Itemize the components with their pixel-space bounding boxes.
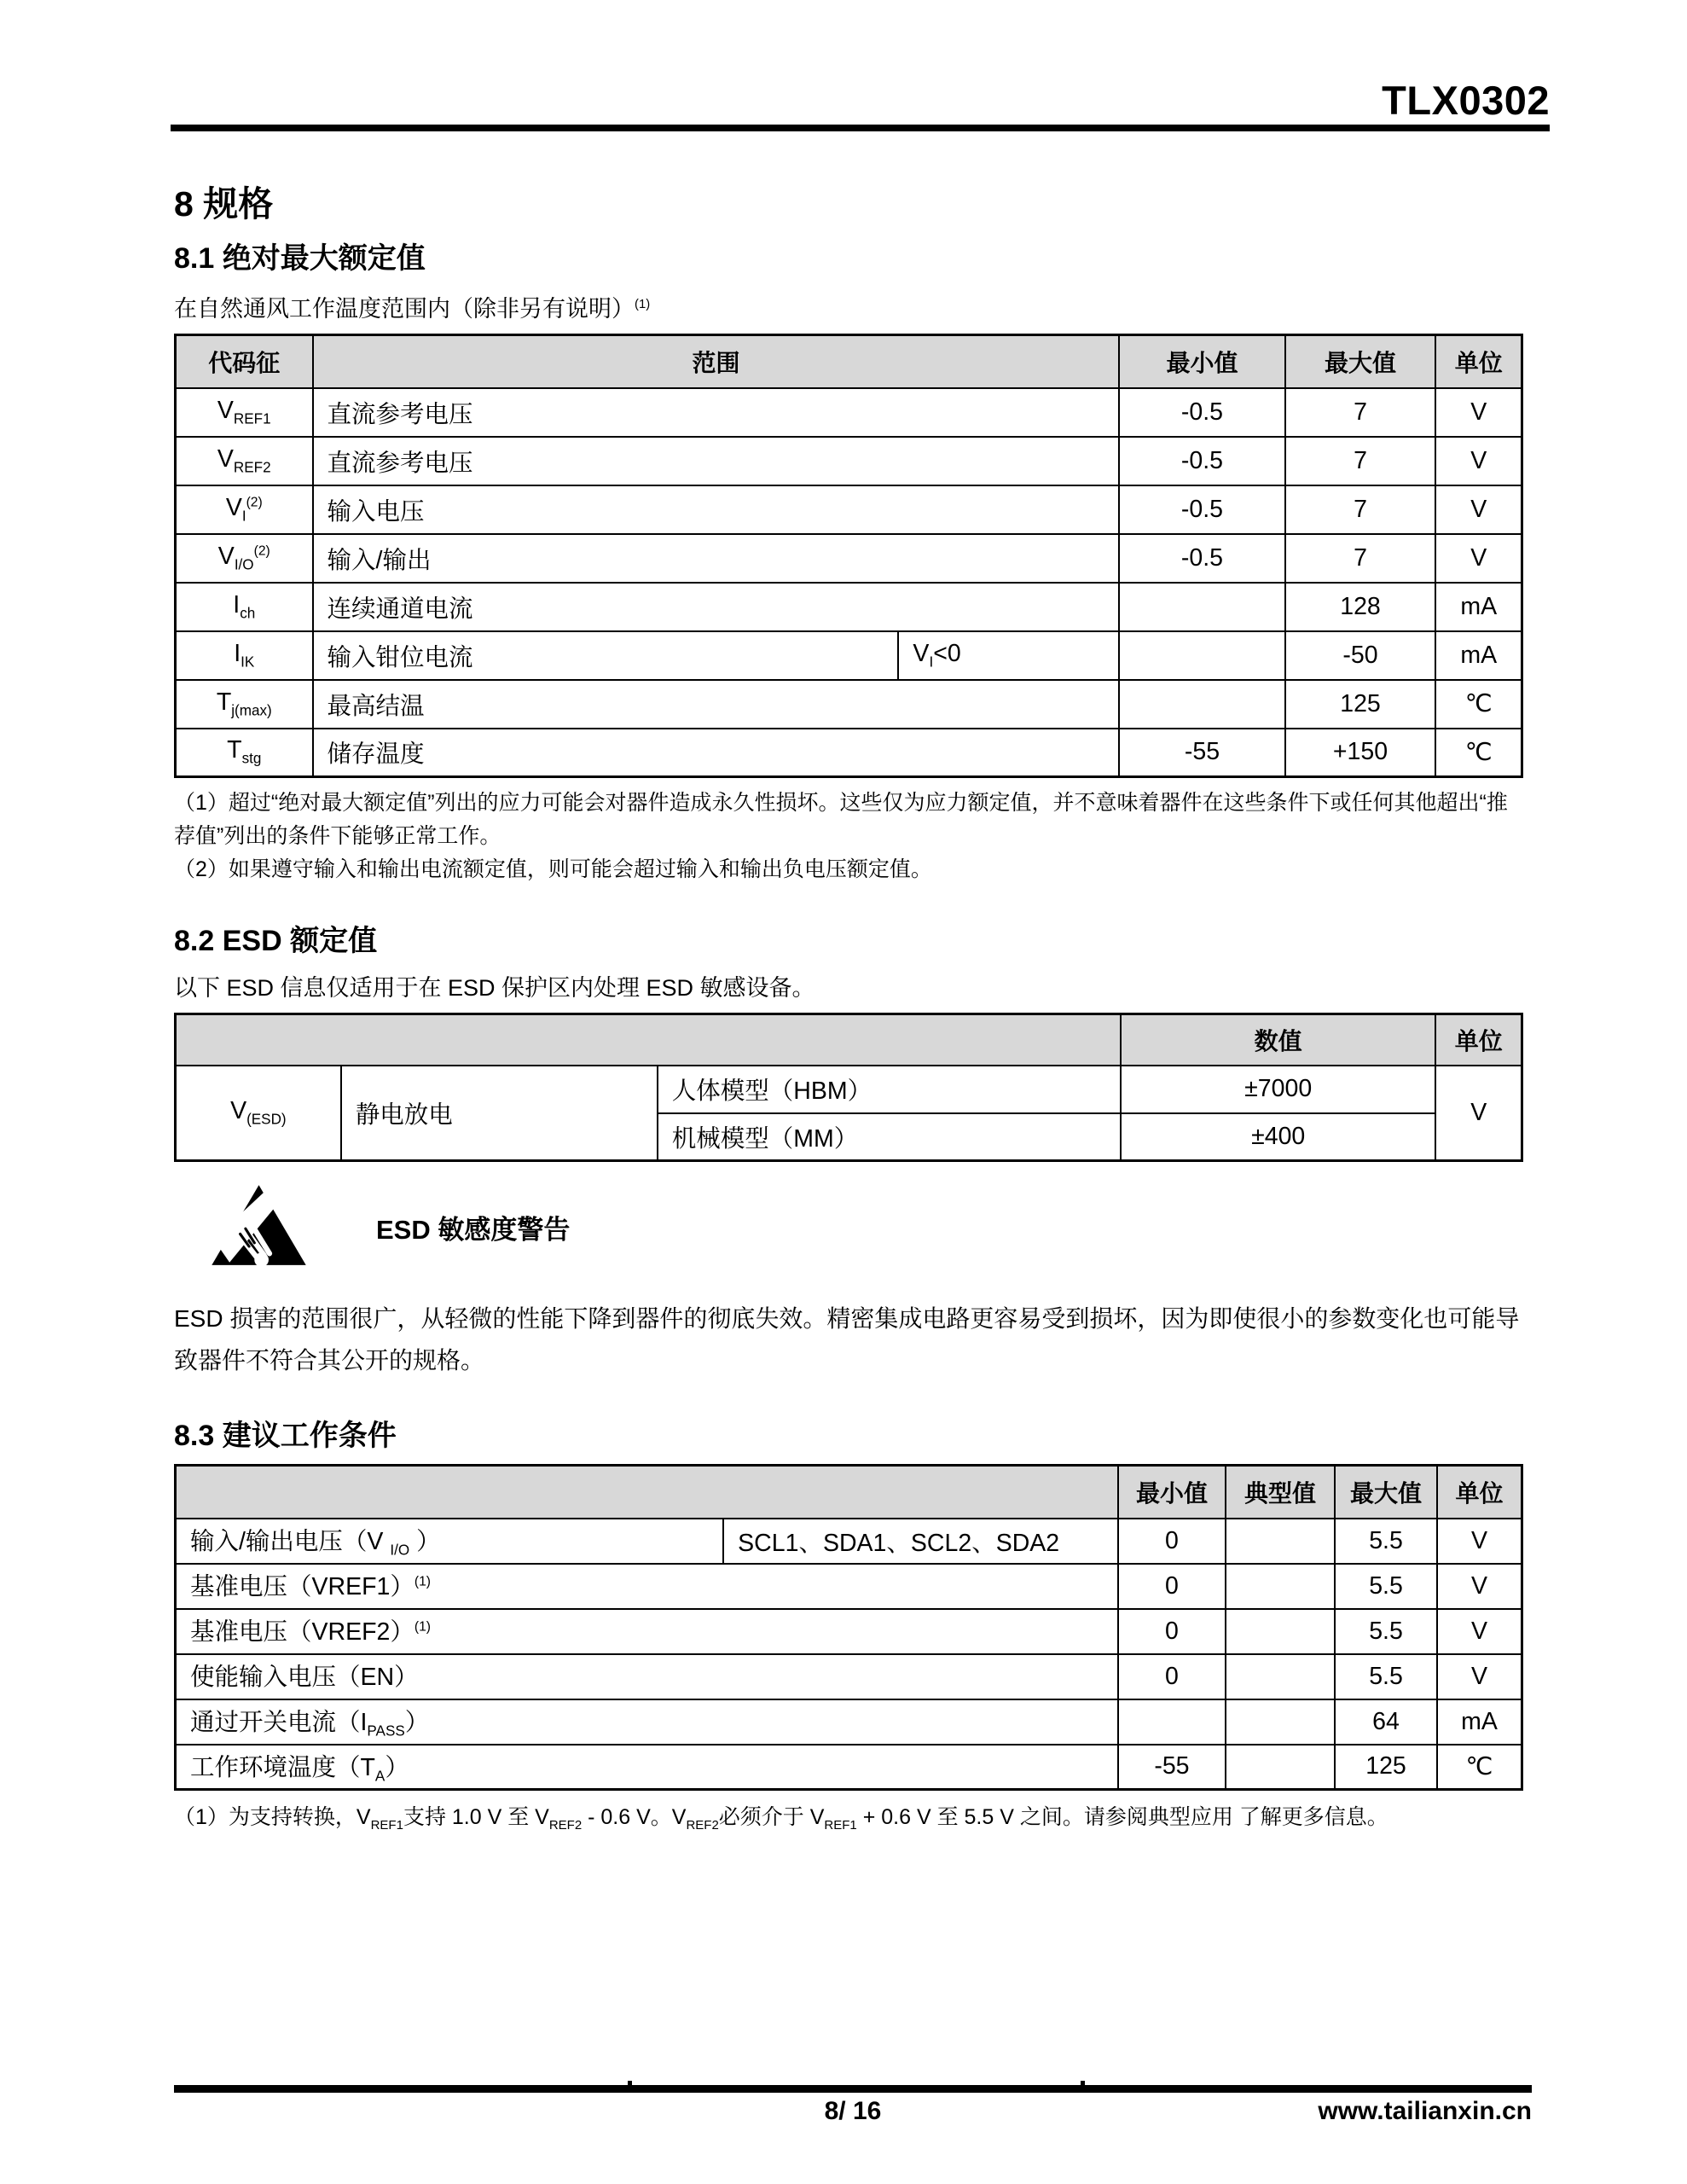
table-row [176, 680, 1522, 729]
typ-cell [1226, 1699, 1335, 1745]
range-cell: 输入/输出 [313, 534, 1120, 583]
symbol-cell: $T_{stg}$ [176, 729, 313, 777]
range-cell: 储存温度 [313, 729, 1120, 777]
symbol-cell: $V_{I/O}^{(2)}$ [176, 534, 313, 583]
unit-cell: V [1437, 1519, 1522, 1564]
min-cell: -0.5 [1119, 437, 1284, 485]
min-cell [1118, 1699, 1226, 1745]
range-cell: 输入电压 [313, 485, 1120, 534]
max-cell: 7 [1285, 437, 1436, 485]
range-cell: 输入钳位电流 [313, 631, 899, 680]
footer-rule-joint [628, 2081, 632, 2093]
table-header-row [176, 1466, 1522, 1519]
table-row [176, 583, 1522, 631]
table-row [176, 729, 1522, 777]
footnote-1: （1）超过“绝对最大额定值”列出的应力可能会对器件造成永久性损坏。这些仅为应力额定值，并不意味着器件在这些条件下或任何其他超出“推荐值”列出的条件下能够正常工作。 [174, 791, 1508, 848]
symbol-cell: $I_{ch}$ [176, 583, 313, 631]
column-header-unit: 单位 [1435, 335, 1522, 388]
header-rule [171, 125, 1550, 131]
unit-cell: V [1435, 437, 1522, 485]
max-cell: 7 [1285, 485, 1436, 534]
parameter-cell: 基准电压（VREF1）$^{(1)}$ [176, 1564, 1118, 1609]
min-cell: -0.5 [1119, 485, 1284, 534]
parameter-cell: 输入/输出电压（V $_{I/O}$ ） [176, 1519, 724, 1564]
symbol-cell: $V_{REF1}$ [176, 388, 313, 437]
roc-footnote: （1）为支持转换，$V_{REF1}$支持 1.0 V 至 $V_{REF2} - 0.6$ V。$V_{REF2}$必须介于 $V_{REF1} + 0.6$ V 至 5.5 V 之间。请参阅典型应用 了解更多信息。 [174, 1805, 1388, 1833]
abs-max-note [174, 290, 1523, 323]
name-cell: 静电放电 [341, 1066, 658, 1161]
symbol-cell: $I_{IK}$ [176, 631, 313, 680]
esd-ratings-table [174, 1013, 1523, 1162]
table-row [176, 1066, 1522, 1113]
min-cell: 0 [1118, 1564, 1226, 1609]
typ-cell [1226, 1564, 1335, 1609]
section-8-1-heading: 8.1 绝对最大额定值 [174, 242, 426, 275]
table-row [176, 1564, 1522, 1609]
min-cell: 0 [1118, 1519, 1226, 1564]
min-cell: 0 [1118, 1609, 1226, 1654]
value-cell: ±7000 [1121, 1066, 1435, 1113]
page-content [174, 159, 1523, 1842]
typ-cell [1226, 1745, 1335, 1790]
unit-cell: V [1437, 1564, 1522, 1609]
max-cell: 5.5 [1335, 1609, 1437, 1654]
max-cell: 125 [1335, 1745, 1437, 1790]
recommended-operating-conditions-table [174, 1464, 1523, 1791]
symbol-cell: $V_I^{(2)}$ [176, 485, 313, 534]
model-cell: 人体模型（HBM） [658, 1066, 1121, 1113]
footer-website: www.tailianxin.cn [1318, 2097, 1532, 2125]
min-cell: -55 [1118, 1745, 1226, 1790]
symbol-cell: $V_{REF2}$ [176, 437, 313, 485]
column-header-unit: 单位 [1437, 1466, 1522, 1519]
max-cell: 5.5 [1335, 1654, 1437, 1699]
column-header-min: 最小值 [1118, 1466, 1226, 1519]
unit-cell: ℃ [1435, 729, 1522, 777]
unit-cell: mA [1435, 583, 1522, 631]
max-cell: -50 [1285, 631, 1436, 680]
max-cell: 7 [1285, 534, 1436, 583]
column-header-max: 最大值 [1285, 335, 1436, 388]
footnote-2: （2）如果遵守输入和输出电流额定值，则可能会超过输入和输出负电压额定值。 [174, 857, 932, 881]
max-cell: 5.5 [1335, 1519, 1437, 1564]
table-row [176, 1519, 1522, 1564]
table-row [176, 1654, 1522, 1699]
condition-cell: SCL1、SDA1、SCL2、SDA2 [723, 1519, 1118, 1564]
unit-cell: mA [1435, 631, 1522, 680]
column-header-blank [176, 1466, 1118, 1519]
table-row [176, 437, 1522, 485]
abs-max-note-text: 在自然通风工作温度范围内（除非另有说明） [174, 296, 635, 322]
esd-warning-icon [210, 1182, 308, 1272]
typ-cell [1226, 1654, 1335, 1699]
column-header-min: 最小值 [1119, 335, 1284, 388]
table-header-row [176, 1014, 1522, 1066]
esd-warning-label: ESD 敏感度警告 [376, 1215, 571, 1245]
parameter-cell: 通过开关电流$(I_{PASS})$ [176, 1699, 1118, 1745]
min-cell: 0 [1118, 1654, 1226, 1699]
unit-cell: V [1437, 1609, 1522, 1654]
footer-rule [174, 2085, 1532, 2093]
column-header-blank [176, 1014, 1121, 1066]
unit-cell: V [1435, 388, 1522, 437]
footer-rule-joint [1081, 2081, 1085, 2093]
column-header-symbol: 代码征 [176, 335, 313, 388]
max-cell: 128 [1285, 583, 1436, 631]
max-cell: 64 [1335, 1699, 1437, 1745]
column-header-unit: 单位 [1435, 1014, 1522, 1066]
typ-cell [1226, 1609, 1335, 1654]
min-cell: -0.5 [1119, 388, 1284, 437]
absolute-maximum-ratings-table [174, 334, 1523, 778]
table-row [176, 485, 1522, 534]
min-cell [1119, 631, 1284, 680]
unit-cell: ℃ [1437, 1745, 1522, 1790]
section-8-3-heading: 8.3 建议工作条件 [174, 1420, 397, 1452]
min-cell: -55 [1119, 729, 1284, 777]
range-cell: 直流参考电压 [313, 388, 1120, 437]
esd-paragraph: ESD 损害的范围很广，从轻微的性能下降到器件的彻底失效。精密集成电路更容易受到损坏，因为即使很小的参数变化也可能导致器件不符合其公开的规格。 [174, 1305, 1520, 1374]
column-header-typ: 典型值 [1226, 1466, 1335, 1519]
parameter-cell: 基准电压（VREF2）$^{(1)}$ [176, 1609, 1118, 1654]
table-row [176, 1699, 1522, 1745]
unit-cell: V [1435, 534, 1522, 583]
max-cell: 125 [1285, 680, 1436, 729]
range-cell: 直流参考电压 [313, 437, 1120, 485]
symbol-cell: $T_{j(max)}$ [176, 680, 313, 729]
unit-cell: ℃ [1435, 680, 1522, 729]
esd-intro: 以下 ESD 信息仅适用于在 ESD 保护区内处理 ESD 敏感设备。 [174, 975, 815, 1001]
model-cell: 机械模型（MM） [658, 1113, 1121, 1161]
min-cell: -0.5 [1119, 534, 1284, 583]
column-header-max: 最大值 [1335, 1466, 1437, 1519]
column-header-value: 数值 [1121, 1014, 1435, 1066]
condition-cell: $V_I<0$ [898, 631, 1119, 680]
table-row [176, 1609, 1522, 1654]
table-header-row [176, 335, 1522, 388]
min-cell [1119, 583, 1284, 631]
column-header-range: 范围 [313, 335, 1120, 388]
unit-cell: V [1437, 1654, 1522, 1699]
max-cell: 5.5 [1335, 1564, 1437, 1609]
max-cell: +150 [1285, 729, 1436, 777]
abs-max-footnotes [174, 787, 1523, 886]
section-8-heading: 8 规格 [174, 184, 274, 224]
unit-cell: mA [1437, 1699, 1522, 1745]
table-row [176, 388, 1522, 437]
symbol-cell: $V_{(ESD)}$ [176, 1066, 341, 1161]
esd-warning-block [210, 1182, 1523, 1272]
parameter-cell: 工作环境温度$(T_A)$ [176, 1745, 1118, 1790]
table-row [176, 534, 1522, 583]
table-row [176, 1745, 1522, 1790]
section-8-2-heading: 8.2 ESD 额定值 [174, 925, 378, 957]
typ-cell [1226, 1519, 1335, 1564]
parameter-cell: 使能输入电压（EN） [176, 1654, 1118, 1699]
max-cell: 7 [1285, 388, 1436, 437]
table-row [176, 631, 1522, 680]
page-number: 8/ 16 [824, 2097, 882, 2125]
page-footer [174, 2097, 1532, 2131]
unit-cell: V [1435, 485, 1522, 534]
range-cell: 最高结温 [313, 680, 1120, 729]
range-cell: 连续通道电流 [313, 583, 1120, 631]
unit-cell: V [1435, 1066, 1522, 1161]
min-cell [1119, 680, 1284, 729]
value-cell: ±400 [1121, 1113, 1435, 1161]
abs-max-note-footnote-ref: (1) [635, 298, 651, 311]
page-title: TLX0302 [1382, 78, 1550, 123]
